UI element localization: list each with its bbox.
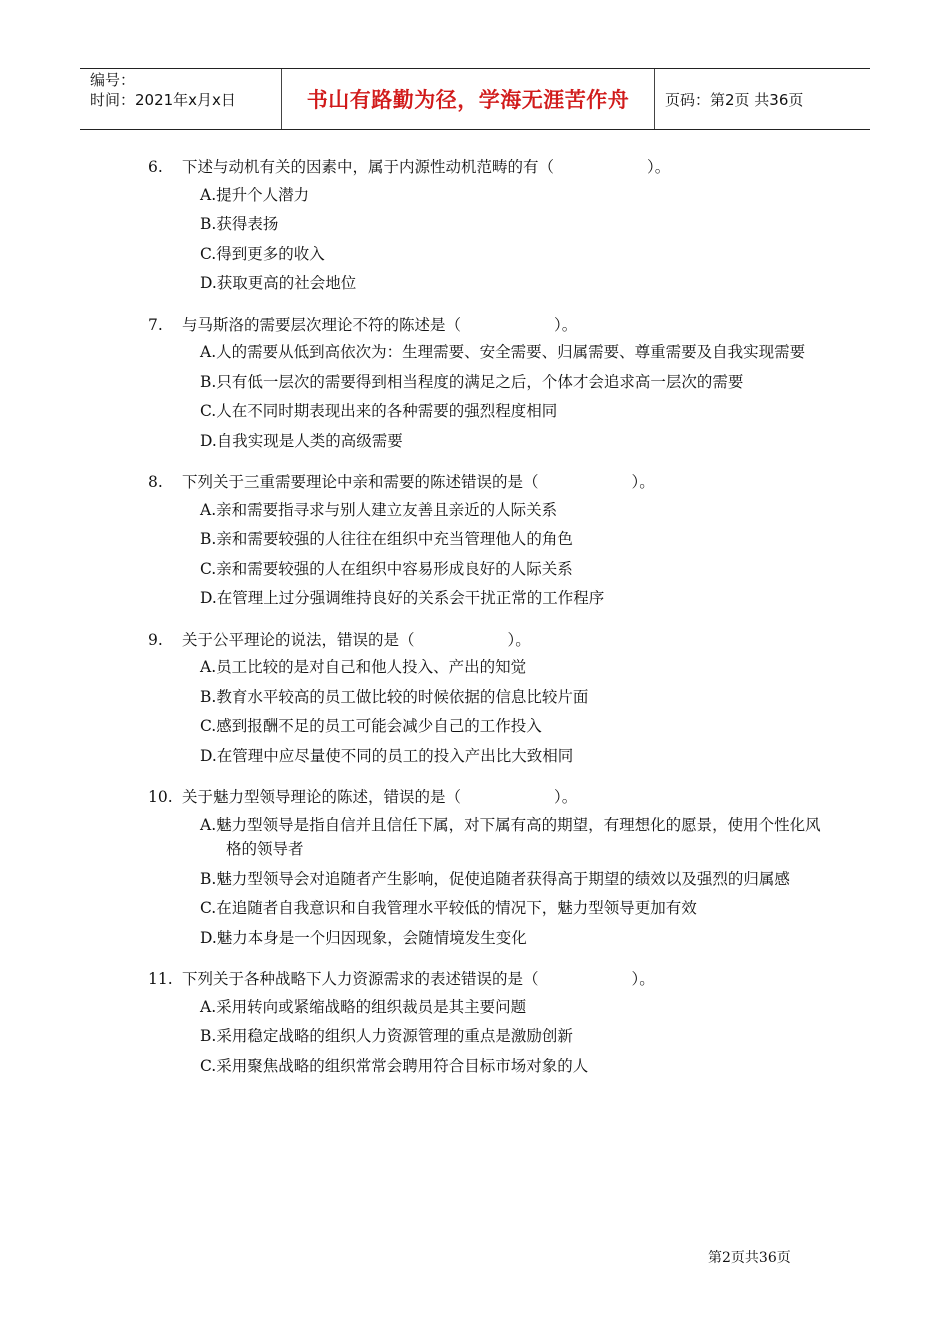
question-number: 8. — [148, 473, 163, 491]
answer-option: A.提升个人潜力 — [200, 185, 310, 204]
question-item — [148, 627, 828, 769]
answer-option: A.魅力型领导是指自信并且信任下属，对下属有高的期望，有理想化的愿景，使用个性化风格的领导者 — [200, 815, 821, 858]
question-item — [148, 784, 828, 950]
answer-option: D.自我实现是人类的高级需要 — [200, 431, 403, 450]
page-header — [80, 68, 870, 130]
answer-option: A.亲和需要指寻求与别人建立友善且亲近的人际关系 — [200, 500, 558, 519]
answer-option: B.采用稳定战略的组织人力资源管理的重点是激励创新 — [200, 1027, 573, 1045]
question-number: 6. — [148, 158, 163, 176]
question-item — [148, 469, 828, 611]
answer-option: B.只有低一层次的需要得到相当程度的满足之后，个体才会追求高一层次的需要 — [200, 372, 744, 391]
question-item — [148, 154, 828, 296]
header-meta — [80, 69, 282, 129]
answer-option: A.采用转向或紧缩战略的组织裁员是其主要问题 — [200, 997, 527, 1016]
question-stem — [148, 154, 828, 181]
answer-option: B.获得表扬 — [200, 215, 279, 233]
question-stem — [148, 966, 828, 993]
answer-option: C.采用聚焦战略的组织常常会聘用符合目标市场对象的人 — [200, 1056, 589, 1075]
question-text: 与马斯洛的需要层次理论不符的陈述是（ ）。 — [182, 315, 578, 334]
question-stem — [148, 312, 828, 339]
question-stem — [148, 784, 828, 811]
question-stem — [148, 627, 828, 654]
header-motto: 书山有路勤为径，学海无涯苦作舟 — [282, 69, 655, 129]
question-text: 关于公平理论的说法，错误的是（ ）。 — [182, 630, 531, 649]
answer-option: D.在管理上过分强调维持良好的关系会干扰正常的工作程序 — [200, 589, 605, 607]
document-number-label: 编号： — [90, 71, 136, 89]
answer-option: A.员工比较的是对自己和他人投入、产出的知觉 — [200, 658, 527, 676]
answer-option: A.人的需要从低到高依次为：生理需要、安全需要、归属需要、尊重需要及自我实现需要 — [200, 343, 806, 361]
answer-option: B.魅力型领导会对追随者产生影响，促使追随者获得高于期望的绩效以及强烈的归属感 — [200, 869, 790, 888]
document-time-label: 时间：2021年x月x日 — [90, 91, 236, 109]
answer-option: D.获取更高的社会地位 — [200, 274, 357, 292]
question-number: 9. — [148, 630, 163, 649]
answer-option: C.得到更多的收入 — [200, 244, 325, 263]
answer-option: D.魅力本身是一个归因现象，会随情境发生变化 — [200, 928, 527, 947]
question-number: 10. — [148, 788, 173, 806]
answer-option: D.在管理中应尽量使不同的员工的投入产出比大致相同 — [200, 746, 574, 765]
question-text: 下列关于三重需要理论中亲和需要的陈述错误的是（ ）。 — [182, 473, 655, 491]
question-number: 7. — [148, 315, 163, 334]
answer-option: C.感到报酬不足的员工可能会减少自己的工作投入 — [200, 717, 542, 735]
answer-option: B.亲和需要较强的人往往在组织中充当管理他人的角色 — [200, 530, 573, 548]
question-item — [148, 966, 828, 1078]
question-text: 下列关于各种战略下人力资源需求的表述错误的是（ ）。 — [182, 970, 655, 988]
question-number: 11. — [148, 970, 173, 988]
answer-option: C.在追随者自我意识和自我管理水平较低的情况下，魅力型领导更加有效 — [200, 899, 697, 917]
question-text: 下述与动机有关的因素中，属于内源性动机范畴的有（ ）。 — [182, 158, 671, 176]
header-page-number: 页码：第2页 共36页 — [665, 90, 804, 109]
question-stem — [148, 469, 828, 496]
answer-option: B.教育水平较高的员工做比较的时候依据的信息比较片面 — [200, 687, 589, 706]
answer-option: C.人在不同时期表现出来的各种需要的强烈程度相同 — [200, 402, 558, 420]
question-item — [148, 312, 828, 454]
question-list — [148, 154, 828, 1094]
page-footer: 第2页共36页 — [708, 1250, 791, 1266]
question-text: 关于魅力型领导理论的陈述，错误的是（ ）。 — [182, 788, 578, 806]
answer-option: C.亲和需要较强的人在组织中容易形成良好的人际关系 — [200, 559, 573, 578]
